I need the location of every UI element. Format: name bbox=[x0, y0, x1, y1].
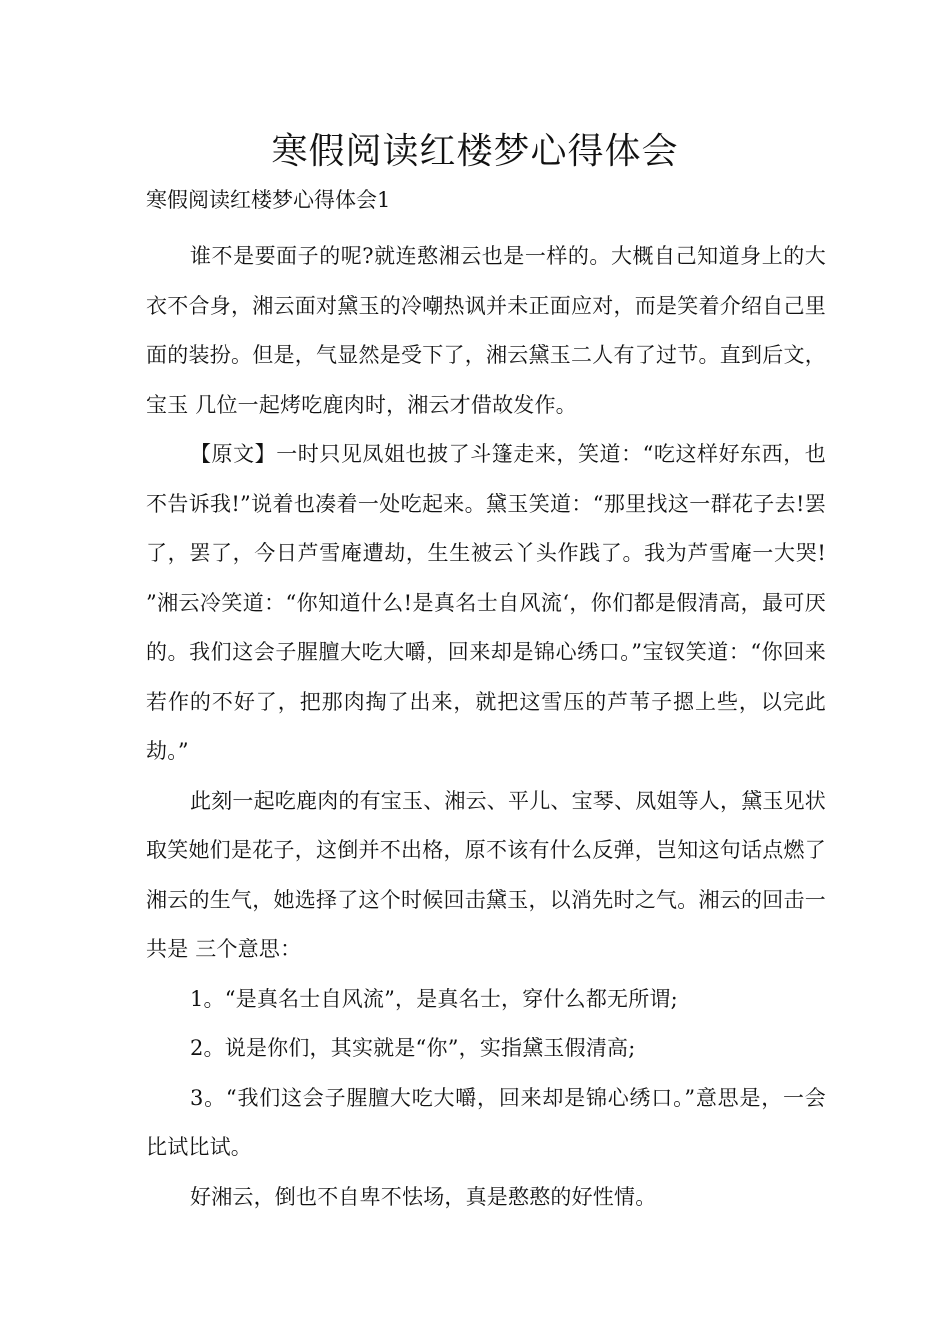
paragraph-2: 【原文】一时只见凤姐也披了斗篷走来，笑道：“吃这样好东西，也不告诉我!”说着也凑着一处吃起来。黛玉笑道：“那里找这一群花子去!罢了，罢了，今日芦雪庵遭劫，生生被云丫头作践了。我为芦雪庵一大哭! ”湘云冷笑道：“你知道什么!是真名士自风流‘，你们都是假清高，最可厌的。我们这会子腥膻大吃大嚼，回来却是锦心绣口。”宝钗笑道：“你回来若作的不好了，把那肉掏了出来，就把这雪压的芦苇子摁上些，以完此 劫。” bbox=[146, 442, 826, 763]
list-item-1: 1。“是真名士自风流”，是真名士，穿什么都无所谓; bbox=[190, 986, 678, 1011]
paragraph-3: 此刻一起吃鹿肉的有宝玉、湘云、平儿、宝琴、凤姐等人，黛玉见状取笑她们是花子，这倒并不出格，原不该有什么反弹，岂知这句话点燃了湘云的生气，她选择了这个时候回击黛玉，以消先时之气。湘云的回击一共是 三个意思： bbox=[146, 788, 826, 961]
document-subtitle: 寒假阅读红楼梦心得体会1 bbox=[146, 188, 391, 212]
list-item-2: 2。说是你们，其实就是“你”，实指黛玉假清高; bbox=[190, 1036, 636, 1060]
list-item-3: 3。“我们这会子腥膻大吃大嚼，回来却是锦心绣口。”意思是，一会比试比试。 bbox=[146, 1085, 826, 1159]
document-body bbox=[146, 232, 826, 1222]
document-title: 寒假阅读红楼梦心得体会 bbox=[271, 131, 679, 172]
paragraph-closing: 好湘云，倒也不自卑不怯场，真是憨憨的好性情。 bbox=[190, 1184, 657, 1209]
paragraph-1: 谁不是要面子的呢?就连憨湘云也是一样的。大概自己知道身上的大衣不合身，湘云面对黛玉的冷嘲热讽并未正面应对，而是笑着介绍自己里面的装扮。但是，气显然是受下了，湘云黛玉二人有了过节。直到后文，宝玉 几位一起烤吃鹿肉时，湘云才借故发作。 bbox=[146, 244, 826, 417]
